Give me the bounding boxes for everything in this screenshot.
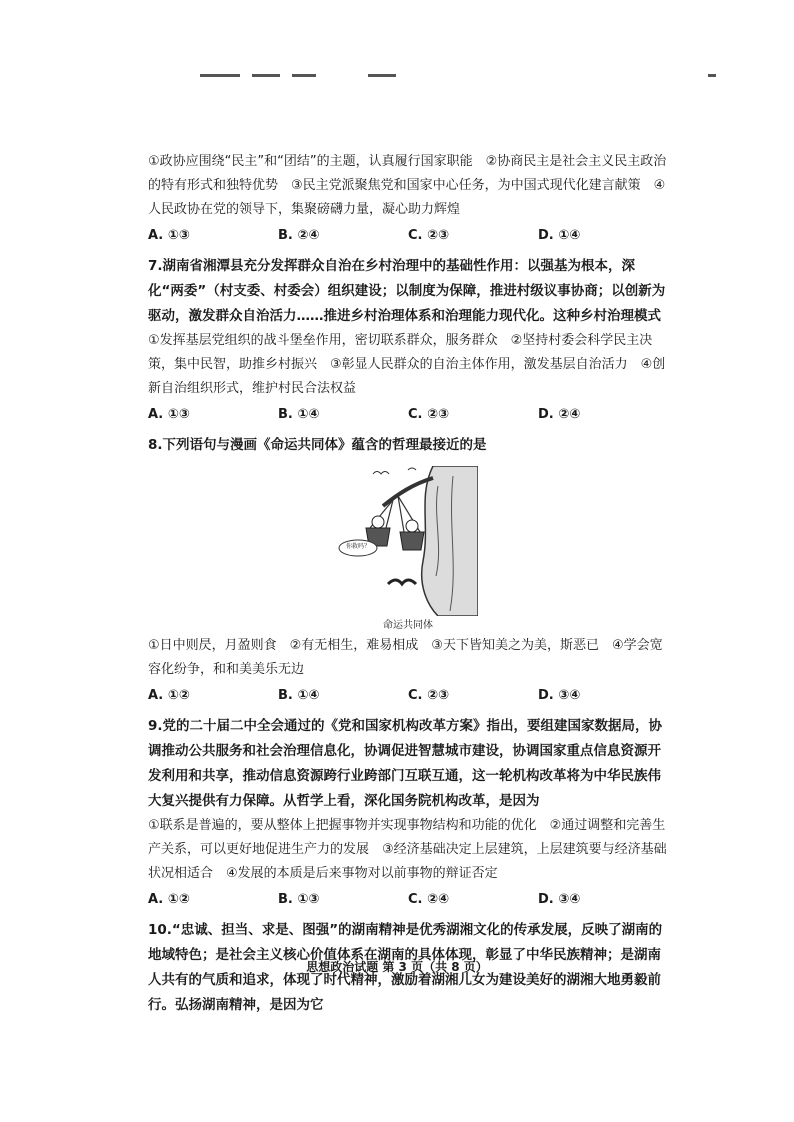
q8-choice-d: D. ③④ — [538, 688, 581, 703]
q8-statements: ①日中则昃，月盈则食 ②有无相生，难易相成 ③天下皆知美之为美，斯恶已 ④学会宽容化纷争，和和美美乐无边 — [148, 638, 663, 677]
q8-stem: 8.下列语句与漫画《命运共同体》蕴含的哲理最接近的是 — [148, 437, 487, 453]
q7-choice-b: B. ①④ — [278, 407, 320, 422]
q9-statements: ①联系是普遍的，要从整体上把握事物并实现事物结构和功能的优化 ②通过调整和完善生产关系，可以更好地促进生产力的发展 ③经济基础决定上层建筑，上层建筑要与经济基础状况相适合 ④发展的本质是后来事物对以前事物的辩证否定 — [148, 818, 667, 881]
q7-choices — [148, 403, 668, 427]
q6-choice-d: D. ①④ — [538, 228, 581, 243]
question-9 — [148, 714, 668, 912]
q7-statements: ①发挥基层党组织的战斗堡垒作用，密切联系群众，服务群众 ②坚持村委会科学民主决策，集中民智，助推乡村振兴 ③彰显人民群众的自治主体作用，激发基层自治活力 ④创新自治组织形式，维护村民合法权益 — [148, 333, 666, 396]
q7-choice-c: C. ②③ — [408, 407, 450, 422]
content — [148, 150, 668, 1018]
cartoon-caption: 命运共同体 — [383, 620, 433, 631]
q7-stem: 7.湖南省湘潭县充分发挥群众自治在乡村治理中的基础性作用：以强基为根本，深化“两委”（村支委、村委会）组织建设；以制度为保障，推进村级议事协商；以创新为驱动，激发群众自治活力……推进乡村治理体系和治理能力现代化。这种乡村治理模式 — [148, 258, 666, 324]
q8-choice-c: C. ②③ — [408, 688, 450, 703]
scan-artifact — [200, 74, 720, 82]
q9-choice-b: B. ①③ — [278, 892, 320, 907]
question-8 — [148, 433, 668, 708]
q8-choice-a: A. ①② — [148, 688, 190, 703]
q9-stem: 9.党的二十届二中全会通过的《党和国家机构改革方案》指出，要组建国家数据局，协调推动公共服务和社会治理信息化，协调促进智慧城市建设，协调国家重点信息资源开发利用和共享，推动信息资源跨行业跨部门互联互通，这一轮机构改革将为中华民族伟大复兴提供有力保障。从哲学上看，深化国务院机构改革，是因为 — [148, 718, 663, 809]
q6-choice-b: B. ②④ — [278, 228, 320, 243]
q6-statements: ①政协应围绕“民主”和“团结”的主题，认真履行国家职能 ②协商民主是社会主义民主政治的特有形式和独特优势 ③民主党派聚焦党和国家中心任务，为中国式现代化建言献策 ④人民政协在党的领导下，集聚磅礴力量，凝心助力辉煌 — [148, 154, 667, 217]
q7-choice-d: D. ②④ — [538, 407, 581, 422]
q9-choice-c: C. ②④ — [408, 892, 450, 907]
page-footer: 思想政治试题 第 3 页（共 8 页） — [306, 960, 488, 974]
q6-choice-a: A. ①③ — [148, 228, 190, 243]
q8-choices — [148, 684, 668, 708]
question-7 — [148, 254, 668, 427]
q7-choice-a: A. ①③ — [148, 407, 190, 422]
q6-choice-c: C. ②③ — [408, 228, 450, 243]
q10-stem: 10.“忠诚、担当、求是、图强”的湖南精神是优秀湖湘文化的传承发展，反映了湖南的地域特色；是社会主义核心价值体系在湖南的具体体现，彰显了中华民族精神；是湖南人共有的气质和追求，体现了时代精神，激励着湖湘儿女为建设美好的湖湘大地勇毅前行。弘扬湖南精神，是因为它 — [148, 922, 663, 1013]
q6-choices — [148, 224, 668, 248]
q8-choice-b: B. ①④ — [278, 688, 320, 703]
q9-choice-a: A. ①② — [148, 892, 190, 907]
q9-choices — [148, 888, 668, 912]
cartoon-figure — [338, 466, 478, 634]
q9-choice-d: D. ③④ — [538, 892, 581, 907]
